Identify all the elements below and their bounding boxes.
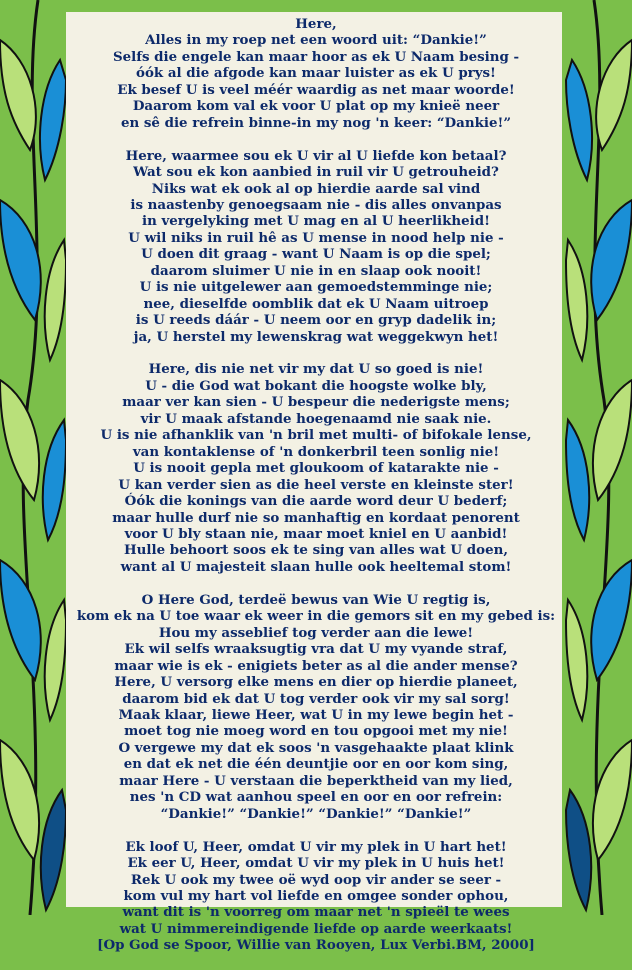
poem-line: voor U bly staan nie, maar moet kniel en U aanbid! [124, 526, 508, 543]
poem-line: kom ek na U toe waar ek weer in die gemors sit en my gebed is: [76, 608, 556, 625]
poem-line: Hulle behoort soos ek te sing van alles wat U doen, [124, 542, 508, 559]
poem-text [46, 16, 586, 970]
poem-line: want dit is 'n voorreg om maar net 'n spieël te wees [122, 904, 510, 921]
poem-line: daarom sluimer U nie in en slaap ook nooit! [150, 262, 482, 279]
poem-line: [Op God se Spoor, Willie van Rooyen, Lux Verbi.BM, 2000] [97, 937, 535, 954]
poem-line: Here, [295, 16, 337, 32]
poem-line: Ek besef U is veel méér waardig as net maar woorde! [117, 81, 515, 98]
poem-line: ja, U herstel my lewenskrag wat weggekwyn het! [133, 328, 499, 345]
poem-line: U is nooit gepla met gloukoom of katarakte nie - [133, 460, 499, 477]
poem-line: Hou my asseblief tog verder aan die lewe! [158, 624, 474, 641]
poem-line: is U reeds dáár - U neem oor en gryp dadelik in; [135, 312, 497, 329]
poem-line: Maak klaar, liewe Heer, wat U in my lewe begin het - [118, 706, 514, 723]
poem-line: U kan verder sien as die heel verste en kleinste ster! [118, 476, 514, 493]
poem-line: en dat ek net die één deuntjie oor en oor kom sing, [123, 756, 509, 773]
poem-line: U is nie uitgelewer aan gemoedstemminge nie; [139, 279, 493, 296]
poem-stanza [46, 148, 586, 345]
poem-line: Here, waarmee sou ek U vir al U liefde kon betaal? [125, 147, 507, 164]
poem-line: Ek loof U, Heer, omdat U vir my plek in U hart het! [125, 838, 507, 855]
poem-line: vir U maak afstande hoegenaamd nie saak nie. [140, 410, 492, 427]
poem-line: Óók die konings van die aarde word deur U bederf; [124, 493, 508, 510]
poem-line: U wil niks in ruil hê as U mense in nood help nie - [128, 229, 504, 246]
poem-line: nee, dieselfde oomblik dat ek U Naam uitroep [143, 295, 489, 312]
poem-line: Ek wil selfs wraaksugtig vra dat U my vyande straf, [124, 641, 508, 658]
poem-line: maar hulle durf nie so manhaftig en kordaat penorent [112, 509, 520, 526]
poem-line: en sê die refrein binne-in my nog 'n keer: “Dankie!” [120, 114, 512, 131]
poem-line: U is nie afhanklik van 'n bril met multi- of bifokale lense, [100, 427, 532, 444]
poem-line: wat U nimmereindigende liefde op aarde weerkaats! [119, 920, 513, 937]
poem-line: maar wie is ek - enigiets beter as al die ander mense? [114, 657, 518, 674]
poem-line: Selfs die engele kan maar hoor as ek U Naam besing - [112, 48, 520, 65]
poem-line: Wat sou ek kon aanbied in ruil vir U getrouheid? [133, 164, 499, 181]
poem-stanza [46, 16, 586, 131]
poem-line: Alles in my roep net een woord uit: “Dankie!” [145, 32, 487, 49]
poem-stanza [46, 361, 586, 575]
poem-line: van kontaklense of 'n donkerbril teen sonlig nie! [132, 443, 500, 460]
poem-line: in vergelyking met U mag en al U heerlikheid! [141, 213, 490, 230]
poem-line: U - die God wat bokant die hoogste wolke bly, [145, 377, 487, 394]
poem-line: óók al die afgode kan maar luister as ek U prys! [136, 65, 496, 82]
poem-line: nes 'n CD wat aanhou speel en oor en oor refrein: [129, 789, 503, 806]
poem-line: Ek eer U, Heer, omdat U vir my plek in U huis het! [127, 855, 505, 872]
poem-line: “Dankie!” “Dankie!” “Dankie!” “Dankie!” [160, 805, 472, 822]
poem-line: want al U majesteit slaan hulle ook heeltemal stom! [120, 558, 512, 575]
poem-line: U doen dit graag - want U Naam is op die spel; [141, 246, 491, 263]
poem-line: maar ver kan sien - U bespeur die nederigste mens; [122, 394, 510, 411]
poem-line: moet tog nie moeg word en tou opgooi met my nie! [124, 723, 508, 740]
poem-line: Rek U ook my twee oë wyd oop vir ander se seer - [130, 871, 502, 888]
poem-line: maar Here - U verstaan die beperktheid van my lied, [119, 772, 513, 789]
poem-stanza [46, 592, 586, 822]
poem-line: O vergewe my dat ek soos 'n vasgehaakte plaat klink [118, 739, 514, 756]
poem-line: Niks wat ek ook al op hierdie aarde sal vind [151, 180, 481, 197]
poem-line: daarom bid ek dat U tog verder ook vir my sal sorg! [122, 690, 510, 707]
poem-line: Here, dis nie net vir my dat U so goed is nie! [148, 361, 484, 378]
poem-line: Here, U versorg elke mens en dier op hierdie planeet, [114, 674, 518, 691]
poem-line: is naastenby genoegsaam nie - dis alles onvanpas [130, 196, 502, 213]
poem-stanza [46, 839, 586, 954]
poem-line: Daarom kom val ek voor U plat op my knieë neer [132, 98, 500, 115]
poem-line: O Here God, terdeë bewus van Wie U regtig is, [141, 591, 491, 608]
poem-line: kom vul my hart vol liefde en omgee sonder ophou, [123, 887, 509, 904]
